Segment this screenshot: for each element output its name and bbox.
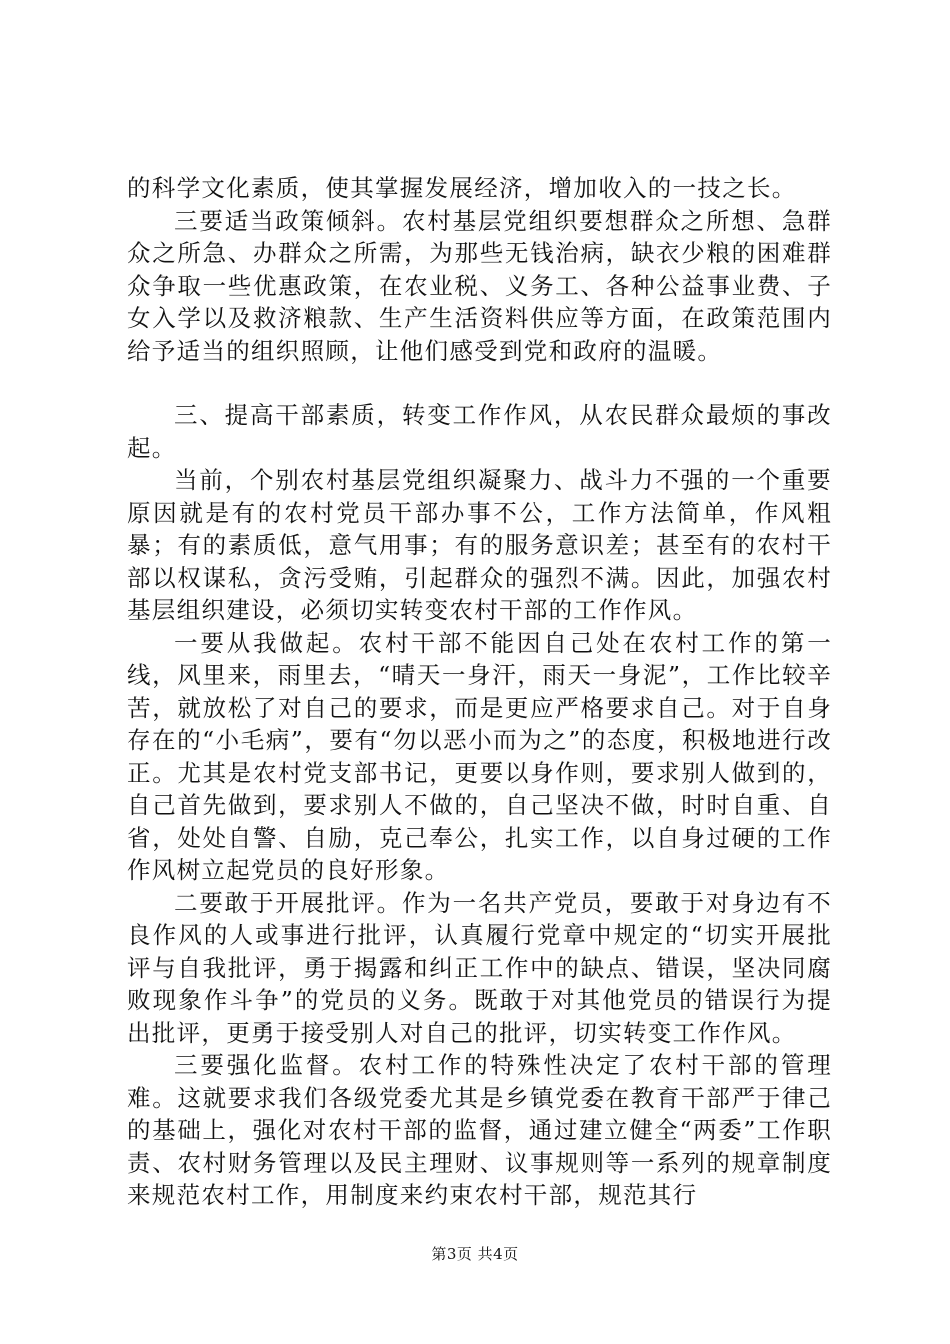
paragraph-criticism: 二要敢于开展批评。作为一名共产党员，要敢于对身边有不良作风的人或事进行批评，认真履行党章中规定的“切实开展批评与自我批评，勇于揭露和纠正工作中的缺点、错误，坚决同腐败现象作斗争”的党员的义务。既敢于对其他党员的错误行为提出批评，更勇于接受别人对自己的批评，切实转变工作作风。	[127, 888, 832, 1047]
body-text	[127, 172, 832, 1212]
paragraph-start-with-self: 一要从我做起。农村干部不能因自己处在农村工作的第一线，风里来，雨里去，“晴天一身汗，雨天一身泥”，工作比较辛苦，就放松了对自己的要求，而是更应严格要求自己。对于自身存在的“小毛病”，要有“勿以恶小而为之”的态度，积极地进行改正。尤其是农村党支部书记，更要以身作则，要求别人做到的，自己首先做到，要求别人不做的，自己坚决不做，时时自重、自省，处处自警、自励，克己奉公，扎实工作，以自身过硬的工作作风树立起党员的良好形象。	[127, 628, 832, 884]
paragraph-supervision: 三要强化监督。农村工作的特殊性决定了农村干部的管理难。这就要求我们各级党委尤其是乡镇党委在教育干部严于律己的基础上，强化对农村干部的监督，通过建立健全“两委”工作职责、农村财务管理以及民主理财、议事规则等一系列的规章制度来规范农村工作，用制度来约束农村干部，规范其行	[127, 1051, 832, 1209]
paragraph-current-situation: 当前，个别农村基层党组织凝聚力、战斗力不强的一个重要原因就是有的农村党员干部办事不公，工作方法简单，作风粗暴；有的素质低，意气用事；有的服务意识差；甚至有的农村干部以权谋私，贪污受贿，引起群众的强烈不满。因此，加强农村基层组织建设，必须切实转变农村干部的工作作风。	[127, 466, 832, 624]
paragraph-policy-tilt: 三要适当政策倾斜。农村基层党组织要想群众之所想、急群众之所急、办群众之所需，为那些无钱治病，缺衣少粮的困难群众争取一些优惠政策，在农业税、义务工、各种公益事业费、子女入学以及救济粮款、生产生活资料供应等方面，在政策范围内给予适当的组织照顾，让他们感受到党和政府的温暖。	[127, 206, 832, 365]
section-heading-three: 三、提高干部素质，转变工作作风，从农民群众最烦的事改起。	[127, 401, 832, 462]
page-number-footer: 第3页 共4页	[431, 1245, 519, 1263]
paragraph-gap	[127, 367, 832, 399]
paragraph-continuation: 的科学文化素质，使其掌握发展经济，增加收入的一技之长。	[127, 174, 797, 202]
